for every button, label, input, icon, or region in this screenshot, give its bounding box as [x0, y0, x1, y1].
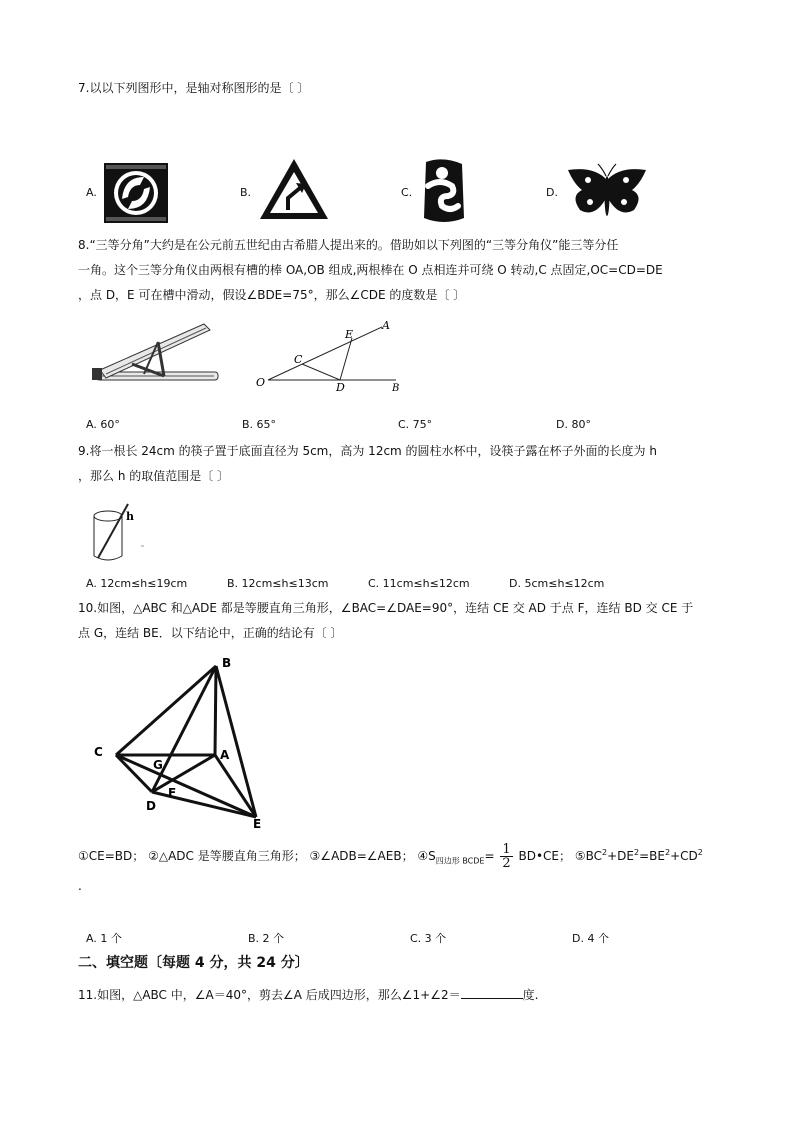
trisector-diagram [254, 320, 404, 392]
point-g-label: G [153, 758, 163, 772]
conclusion-1: ①CE=BD； [78, 849, 145, 863]
conclusion-period: . [78, 879, 82, 893]
q11-text: 11.如图，△ABC 中，∠A＝40°，剪去∠A 后成四边形，那么∠1+∠2＝ [78, 988, 461, 1002]
q10-conclusions [78, 840, 703, 871]
h-label: h [126, 510, 134, 523]
q8-stem-line1: 8.“三等分角”大约是在公元前五世纪由古希腊人提出来的。借助如以下列图的“三等分角仪”能三等分任 [78, 238, 619, 252]
q9-option-c: C. 11cm≤h≤12cm [368, 577, 470, 590]
point-d-label: D [336, 381, 345, 392]
fraction-denominator: 2 [502, 856, 511, 871]
q8-option-b: B. 65° [242, 418, 277, 431]
q10-option-d: D. 4 个 [572, 932, 609, 945]
q8-stem-line3: ，点 D，E 可在槽中滑动，假设∠BDE=75°，那么∠CDE 的度数是〔 〕 [78, 288, 466, 302]
q11-stem [78, 985, 538, 1005]
q7-option-d-label: D. [546, 186, 558, 199]
butterfly-icon [564, 162, 650, 224]
q8-stem-line2: 一角。这个三等分角仪由两根有槽的棒 OA,OB 组成,两根棒在 O 点相连并可绕 O 转动,C 点固定,OC=CD=DE [78, 263, 663, 277]
conclusion-5-plus-de: +DE [607, 849, 634, 863]
trisector-device-photo [92, 320, 222, 386]
q7-option-b-label: B. [240, 186, 252, 199]
square-2: 2 [634, 848, 640, 857]
dual-arrow-emblem-icon [104, 163, 168, 223]
conclusion-5-plus-cd: +CD [670, 849, 698, 863]
point-b-label: B [222, 656, 232, 670]
point-e-label: E [253, 817, 262, 831]
q7-option-a-label: A. [86, 186, 97, 199]
square-4: 2 [697, 848, 703, 857]
q10-stem-line2: 点 G，连结 BE．以下结论中，正确的结论有〔 〕 [78, 626, 343, 640]
q8-option-a: A. 60° [86, 418, 120, 431]
q11-unit: 度. [522, 988, 539, 1002]
point-o-label: O [256, 376, 266, 389]
conclusion-5-eq-be: =BE [639, 849, 665, 863]
conclusion-2: ②△ADC 是等腰直角三角形； [148, 849, 306, 863]
q7-option-c-label: C. [401, 186, 413, 199]
fraction-numerator: 1 [502, 842, 511, 857]
q7-stem: 7.以以下列图形中，是轴对称图形的是〔 〕 [78, 81, 310, 95]
warning-triangle-sign-icon [258, 156, 330, 222]
conclusion-4-subscript: 四边形 BCDE [435, 856, 485, 866]
conclusion-4-prefix: ④S [417, 849, 436, 863]
point-c-label: C [94, 745, 103, 759]
square-1: 2 [602, 848, 608, 857]
cup-chopstick-figure [86, 500, 150, 568]
section-2-title: 二、填空题〔每题 4 分，共 24 分〕 [78, 955, 309, 971]
q8-option-d: D. 80° [556, 418, 591, 431]
square-3: 2 [664, 848, 671, 857]
q10-triangle-diagram [86, 652, 276, 832]
point-a-label: A [220, 748, 230, 762]
q10-option-b: B. 2 个 [248, 932, 285, 945]
q9-option-d: D. 5cm≤h≤12cm [509, 577, 605, 590]
q10-stem-line1: 10.如图，△ABC 和△ADE 都是等腰直角三角形，∠BAC=∠DAE=90°，连结 CE 交 AD 于点 F，连结 BD 交 CE 于 [78, 601, 694, 615]
point-d-label: D [146, 799, 156, 813]
point-b-label: B [392, 383, 400, 392]
point-a-label: A [382, 320, 390, 332]
q9-option-b: B. 12cm≤h≤13cm [227, 577, 329, 590]
seal-stamp-icon [418, 156, 468, 226]
conclusion-4-equals: = [484, 849, 495, 863]
answer-blank[interactable] [461, 986, 523, 999]
point-c-label: C [294, 353, 303, 366]
q9-stem-line1: 9.将一根长 24cm 的筷子置于底面直径为 5cm，高为 12cm 的圆柱水杯中，设筷子露在杯子外面的长度为 h [78, 444, 657, 458]
q8-option-c: C. 75° [398, 418, 433, 431]
q9-option-a: A. 12cm≤h≤19cm [86, 577, 188, 590]
conclusion-3: ③∠ADB=∠AEB； [309, 849, 414, 863]
point-f-label: F [168, 786, 177, 800]
point-e-label: E [345, 328, 354, 341]
one-half-fraction [500, 843, 512, 870]
q10-option-c: C. 3 个 [410, 932, 447, 945]
q10-option-a: A. 1 个 [86, 932, 122, 945]
conclusion-4-tail: BD•CE； [518, 849, 572, 863]
conclusion-5-prefix: ⑤BC [574, 849, 603, 863]
q9-stem-line2: ，那么 h 的取值范围是〔 〕 [78, 469, 230, 483]
